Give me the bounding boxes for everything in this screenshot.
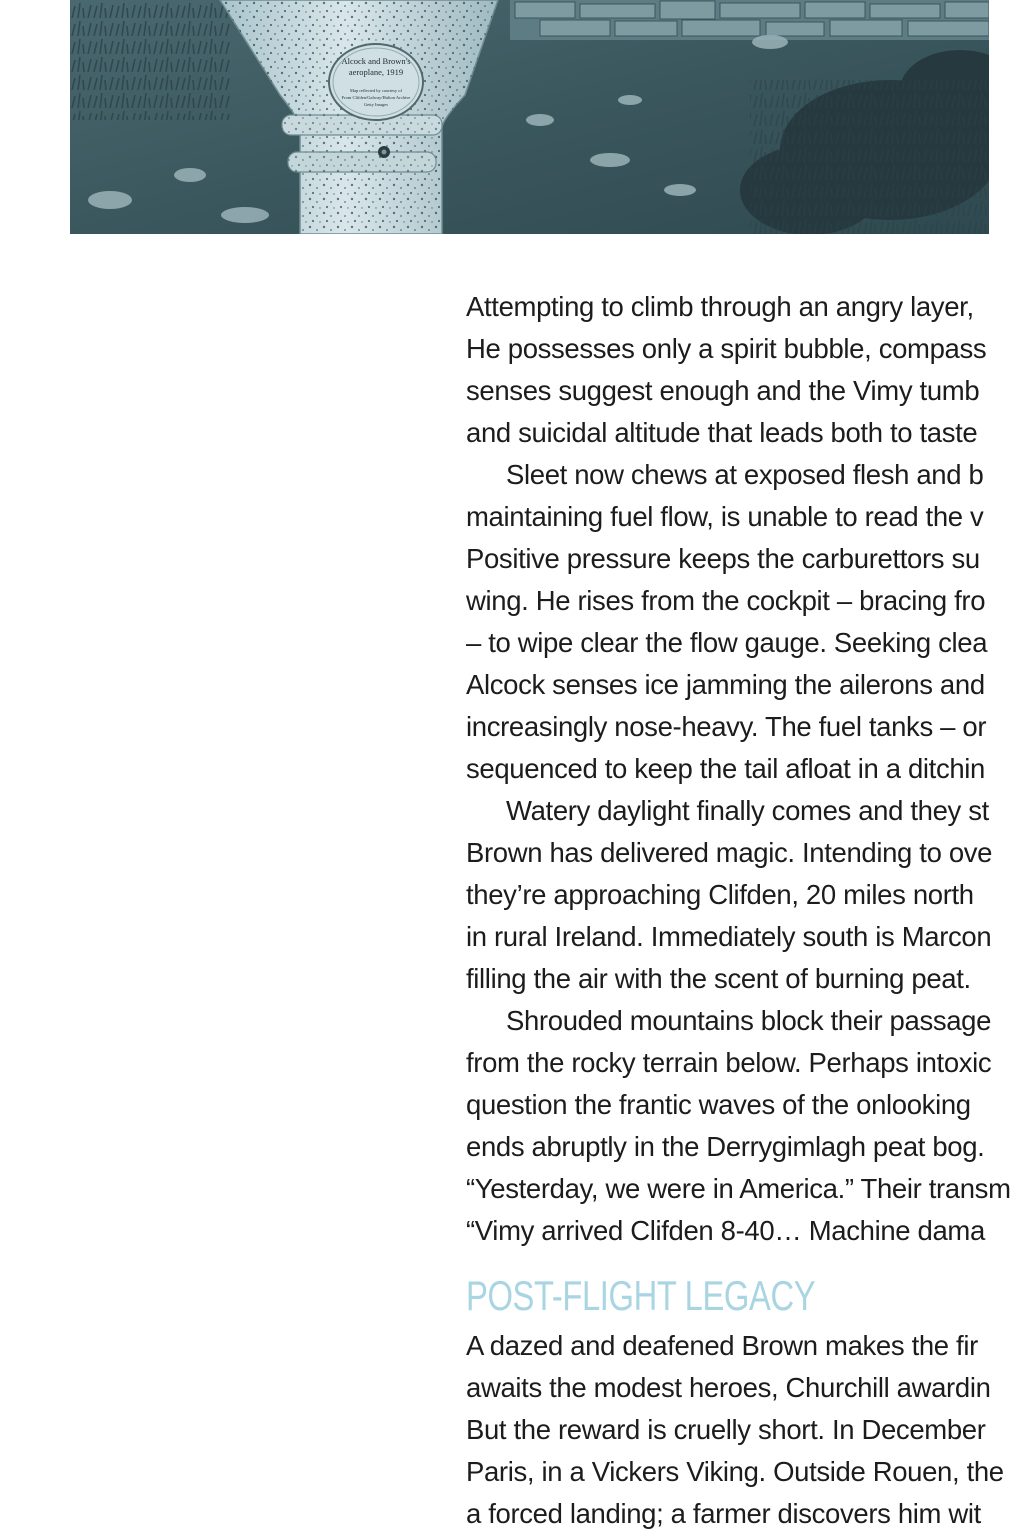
text-line: awaits the modest heroes, Churchill awardin [466, 1372, 991, 1403]
text-line: Brown has delivered magic. Intending to ove [466, 837, 993, 868]
text-line: Paris, in a Vickers Viking. Outside Rouen, the [466, 1456, 1004, 1487]
text-line: filling the air with the scent of burning peat. [466, 963, 971, 994]
text-line: ends abruptly in the Derrygimlagh peat bog. [466, 1131, 985, 1162]
text-line: maintaining fuel flow, is unable to read the v [466, 501, 984, 532]
text-line: question the frantic waves of the onlooking [466, 1089, 971, 1120]
text-line: Alcock senses ice jamming the ailerons and [466, 669, 985, 700]
plaque-title-line-2: aeroplane, 1919 [348, 67, 404, 77]
text-line: wing. He rises from the cockpit – bracing fro [466, 585, 986, 616]
text-line: sequenced to keep the tail afloat in a ditchin [466, 753, 985, 784]
paragraph-3 [466, 790, 1024, 1000]
paragraph-4 [466, 1000, 1024, 1252]
text-line: He possesses only a spirit bubble, compass [466, 333, 987, 364]
text-line: Watery daylight finally comes and they st [506, 795, 989, 826]
text-line: senses suggest enough and the Vimy tumb [466, 375, 980, 406]
plaque-credit-line-2: From Clifden/Galway/Hulton Archive [341, 95, 411, 100]
memorial-photo [70, 0, 989, 234]
text-line: in rural Ireland. Immediately south is Marcon [466, 921, 992, 952]
section-heading: POST-FLIGHT LEGACY [466, 1272, 816, 1319]
text-line: – to wipe clear the flow gauge. Seeking clea [466, 627, 988, 658]
text-line: Shrouded mountains block their passage [506, 1005, 992, 1036]
text-line: Attempting to climb through an angry layer, [466, 291, 974, 322]
text-line: and suicidal altitude that leads both to taste [466, 417, 978, 448]
text-line: Positive pressure keeps the carburettors su [466, 543, 980, 574]
plaque-credit-line-3: Getty Images [363, 102, 389, 107]
plaque-title-line-1: Alcock and Brown's [341, 56, 411, 66]
text-line: “Yesterday, we were in America.” Their transm [466, 1173, 1011, 1204]
text-line: Sleet now chews at exposed flesh and b [506, 459, 984, 490]
section-paragraph [466, 1325, 1024, 1535]
text-line: they’re approaching Clifden, 20 miles north [466, 879, 974, 910]
memorial-photo-graphic [70, 0, 989, 234]
text-line: But the reward is cruelly short. In December [466, 1414, 986, 1445]
paragraph-1 [466, 286, 1024, 454]
paragraph-2 [466, 454, 1024, 790]
text-line: from the rocky terrain below. Perhaps intoxic [466, 1047, 992, 1078]
text-line: increasingly nose-heavy. The fuel tanks – or [466, 711, 987, 742]
plaque-credit-line-1: Map reflected by courtesy of [350, 88, 402, 93]
article-body [466, 286, 1024, 1535]
text-line: A dazed and deafened Brown makes the fir [466, 1330, 978, 1361]
text-line: a forced landing; a farmer discovers him wit [466, 1498, 981, 1529]
text-line: “Vimy arrived Clifden 8-40… Machine dama [466, 1215, 985, 1246]
